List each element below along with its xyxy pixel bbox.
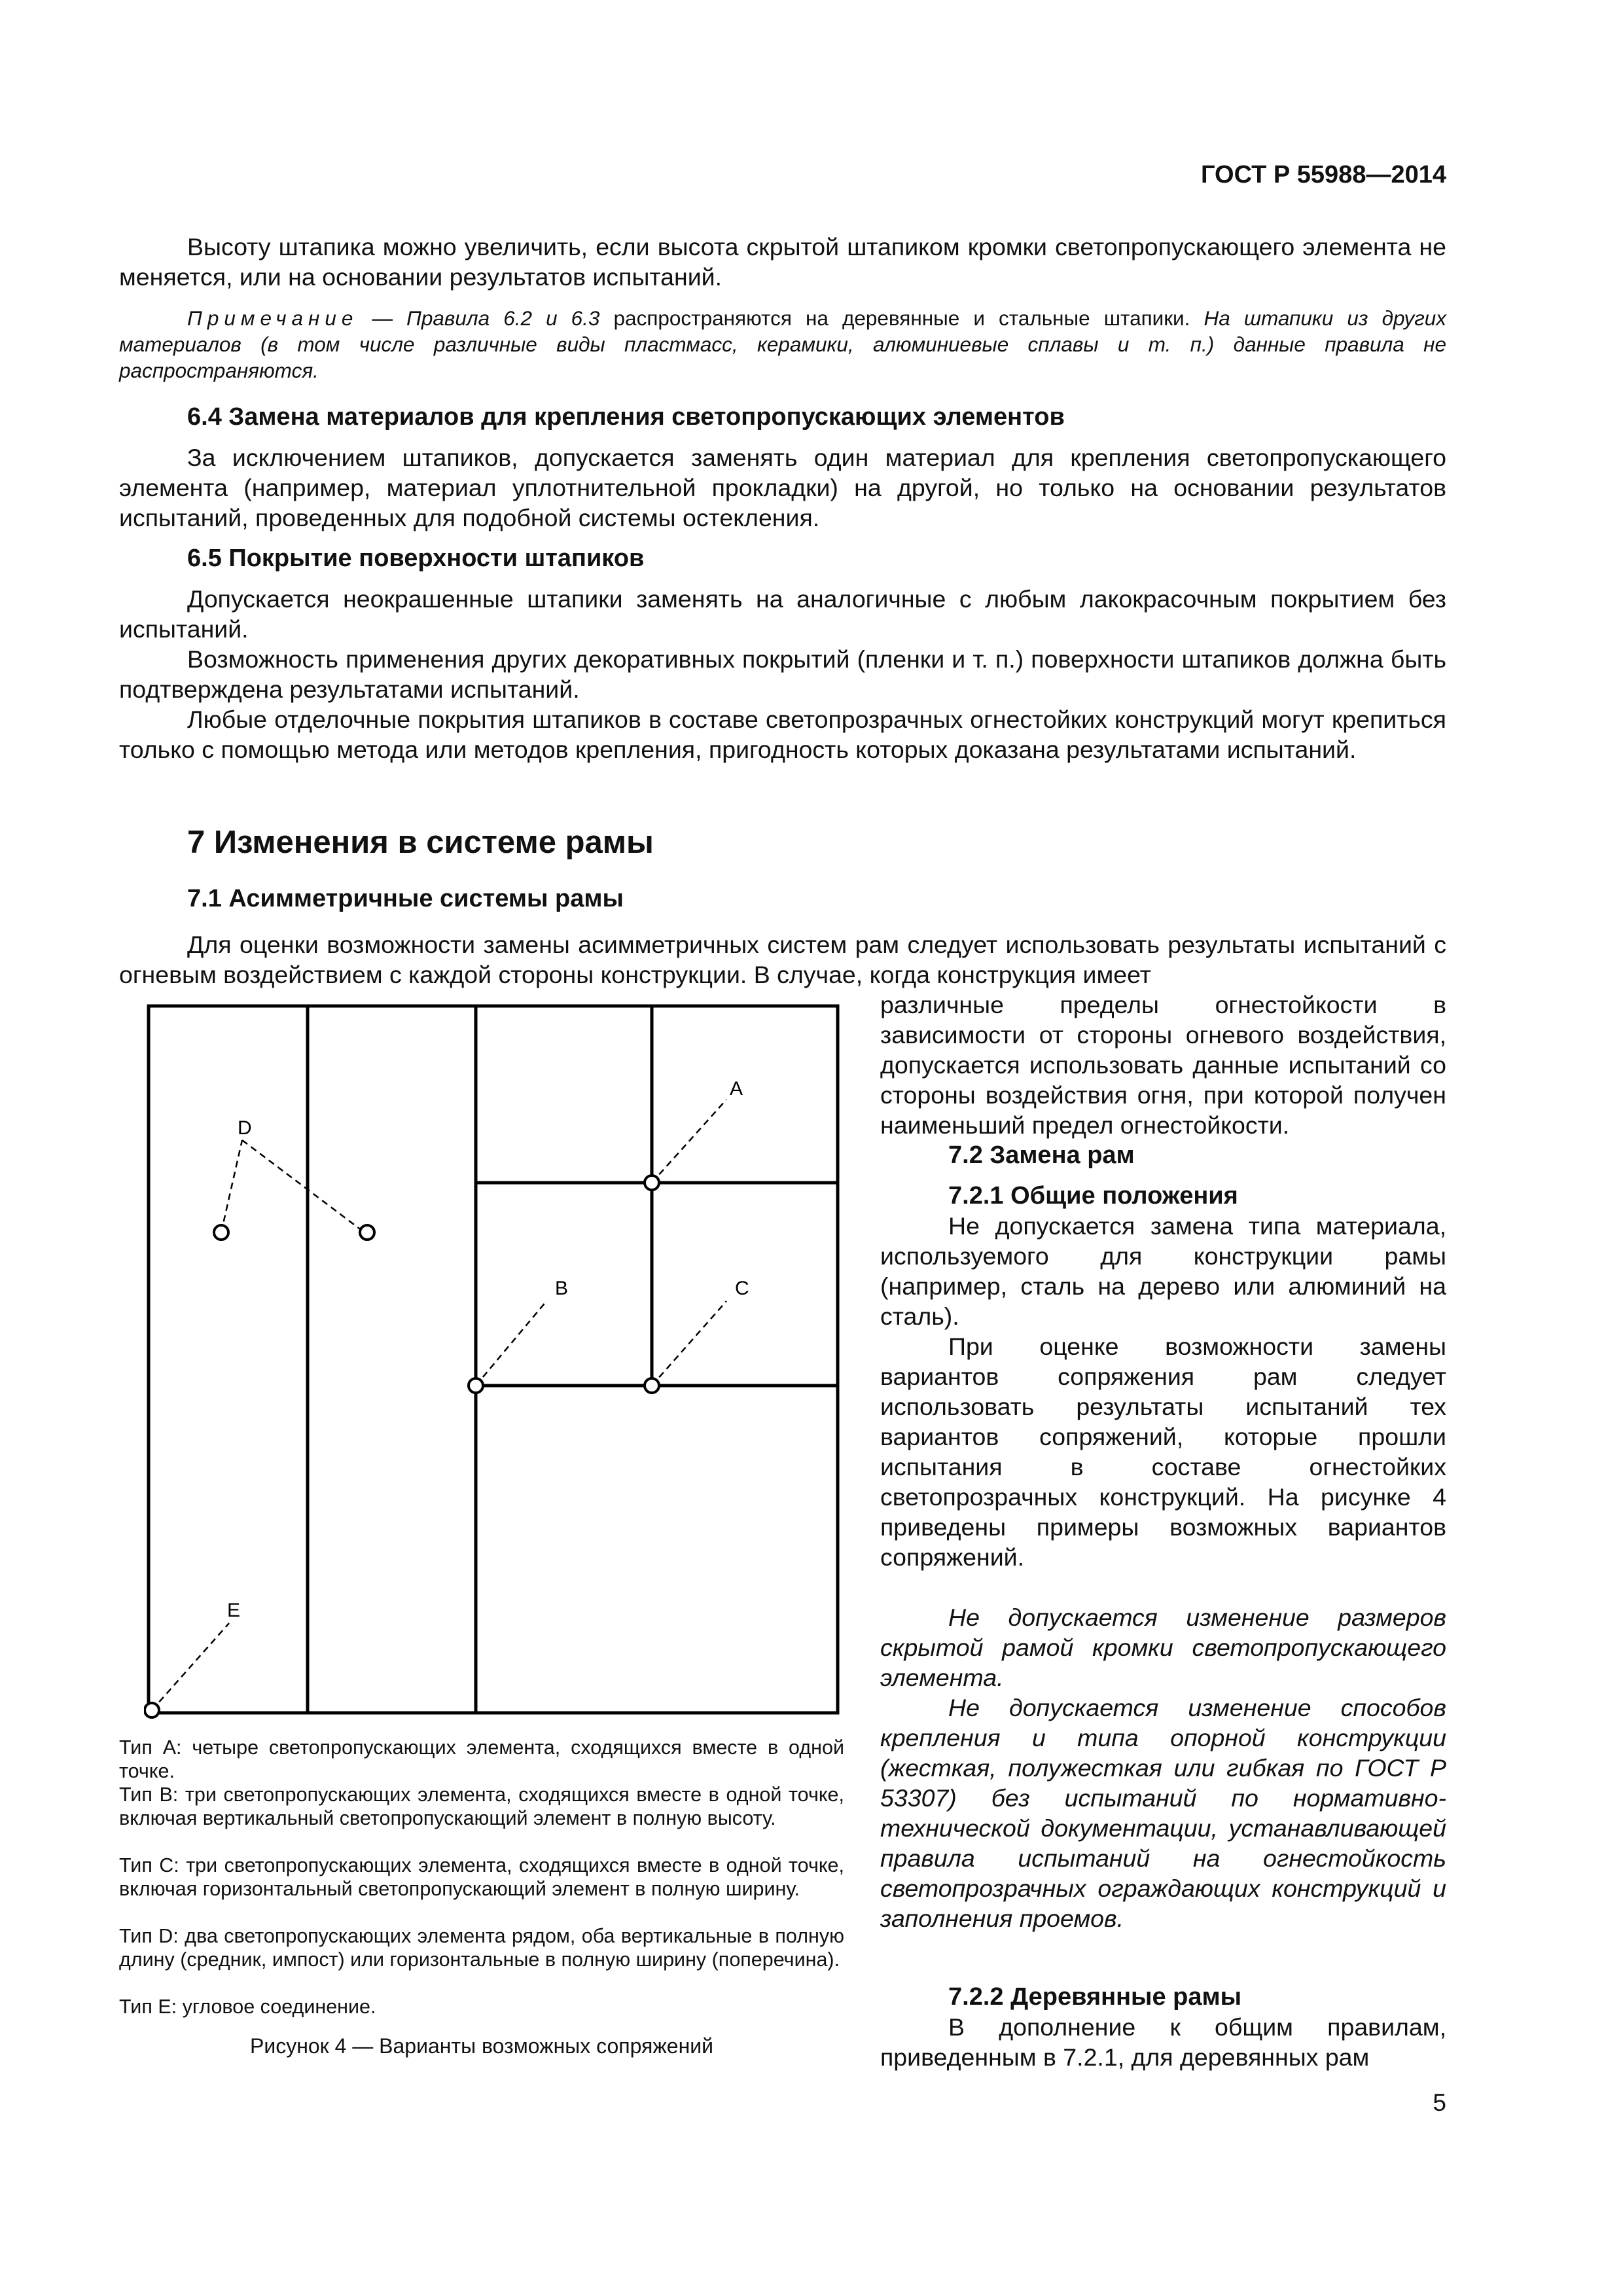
intro-paragraph: Высоту штапика можно увеличить, если высота скрытой штапиком кромки светопропускающего элемента не меняется, или на основании результатов испытаний. — [119, 233, 1446, 291]
section-7-2-1-paragraph-4: Не допускается изменение способов крепления и типа опорной конструкции (жесткая, полужесткая или гибкая по ГОСТ Р 53307) без испытаний по нормативно-технической документации, устанавливающей правила испытаний на огнестойкость светопрозрачных ограждающих конструкций и заполнения проемов. — [880, 1694, 1446, 1932]
page-number: 5 — [1433, 2089, 1446, 2116]
note-text-1: Правила 6.2 и 6.3 — [406, 306, 600, 330]
junction-d-marker-right — [360, 1225, 374, 1240]
legend-type-a: Тип А: четыре светопропускающих элемента, сходящихся вместе в одной точке. — [119, 1736, 844, 1782]
junction-c-marker — [645, 1378, 659, 1393]
label-d: D — [238, 1117, 252, 1139]
section-6-5-paragraph-3: Любые отделочные покрытия штапиков в составе светопрозрачных огнестойких конструкций могут крепиться только с помощью метода или методов крепления, пригодность которых доказана результатами испытаний. — [119, 706, 1446, 763]
section-6-5-title: 6.5 Покрытие поверхности штапиков — [187, 545, 645, 572]
section-7-1-title: 7.1 Асимметричные системы рамы — [187, 885, 624, 912]
junction-b-marker — [469, 1378, 483, 1393]
leader-c — [652, 1301, 726, 1386]
section-7-2-title: 7.2 Замена рам — [948, 1141, 1135, 1169]
leader-b — [476, 1301, 546, 1386]
note-dash: — — [358, 306, 407, 330]
leader-a — [652, 1100, 726, 1183]
section-6-4-paragraph: За исключением штапиков, допускается заменять один материал для крепления светопропускающего элемента (например, материал уплотнительной прокладки) на другой, но только на основании результатов испытаний, проведенных для подобной системы остекления. — [119, 444, 1446, 531]
section-7-2-1-title: 7.2.1 Общие положения — [948, 1182, 1238, 1210]
frame-outline — [149, 1006, 838, 1713]
legend-type-d: Тип D: два светопропускающих элемента рядом, оба вертикальные в полную длину (средник, импост) или горизонтальные в полную ширину (поперечина). — [119, 1925, 844, 1971]
section-6-5-paragraph-1: Допускается неокрашенные штапики заменять на аналогичные с любым лакокрасочным покрытием без испытаний. — [119, 585, 1446, 643]
legend-type-e: Тип Е: угловое соединение. — [119, 1996, 376, 2018]
label-b: B — [555, 1278, 569, 1299]
document-code: ГОСТ Р 55988—2014 — [1201, 161, 1446, 188]
note-text-2: распространяются на деревянные и стальные штапики. — [599, 306, 1190, 330]
section-7-2-1-paragraph-1: Не допускается замена типа материала, используемого для конструкции рамы (например, сталь на дерево или алюминий на сталь). — [880, 1212, 1446, 1330]
leader-d-1 — [221, 1140, 242, 1232]
note-label: Примечание — [187, 306, 359, 330]
section-6-5-paragraph-2: Возможность применения других декоративных покрытий (пленки и т. п.) поверхности штапиков должна быть подтверждена результатами испытаний. — [119, 645, 1446, 703]
section-7-title: 7 Изменения в системе рамы — [187, 825, 654, 860]
leader-e — [152, 1623, 229, 1710]
note-text-3: На штапики из других материалов (в том числе различные виды пластмасс, керамики, алюминиевые сплавы и т. п.) данные правила не распространяются. — [119, 306, 1447, 382]
label-e: E — [227, 1600, 241, 1621]
junction-d-marker-left — [214, 1225, 228, 1240]
figure-4-diagram — [144, 1001, 851, 1721]
note — [119, 305, 1446, 384]
label-c: C — [735, 1278, 749, 1299]
section-7-1-paragraph: Для оценки возможности замены асимметричных систем рам следует использовать результаты испытаний с огневым воздействием с каждой стороны конструкции. В случае, когда конструкция имеет — [119, 931, 1446, 988]
section-7-2-2-title: 7.2.2 Деревянные рамы — [948, 1983, 1242, 2011]
section-7-2-1-paragraph-3: Не допускается изменение размеров скрытой рамой кромки светопропускающего элемента. — [880, 1604, 1446, 1691]
section-7-2-1-paragraph-2: При оценке возможности замены вариантов сопряжения рам следует использовать результаты испытаний тех вариантов сопряжений, которые прошли испытания в составе огнестойких светопрозрачных конструкций. На рисунке 4 приведены примеры возможных вариантов сопряжений. — [880, 1333, 1446, 1571]
leader-d-2 — [242, 1140, 365, 1232]
figure-caption: Рисунок 4 — Варианты возможных сопряжений — [249, 2034, 713, 2058]
junction-a-marker — [645, 1175, 659, 1190]
legend-type-c: Тип С: три светопропускающих элемента, сходящихся вместе в одной точке, включая горизонтальный светопропускающий элемент в полную ширину. — [119, 1854, 844, 1900]
section-6-4-title: 6.4 Замена материалов для крепления светопропускающих элементов — [187, 403, 1065, 431]
junction-e-marker — [145, 1703, 159, 1717]
section-7-1-paragraph-cont: различные пределы огнестойкости в зависимости от стороны огневого воздействия, допускается использовать данные испытаний со стороны воздействия огня, при которой получен наименьший предел огнестойкости. — [880, 991, 1446, 1139]
section-7-2-2-paragraph: В дополнение к общим правилам, приведенным в 7.2.1, для деревянных рам — [880, 2013, 1446, 2071]
legend-type-b: Тип В: три светопропускающих элемента, сходящихся вместе в одной точке, включая вертикальный светопропускающий элемент в полную высоту. — [119, 1784, 844, 1829]
label-a: A — [730, 1078, 743, 1100]
